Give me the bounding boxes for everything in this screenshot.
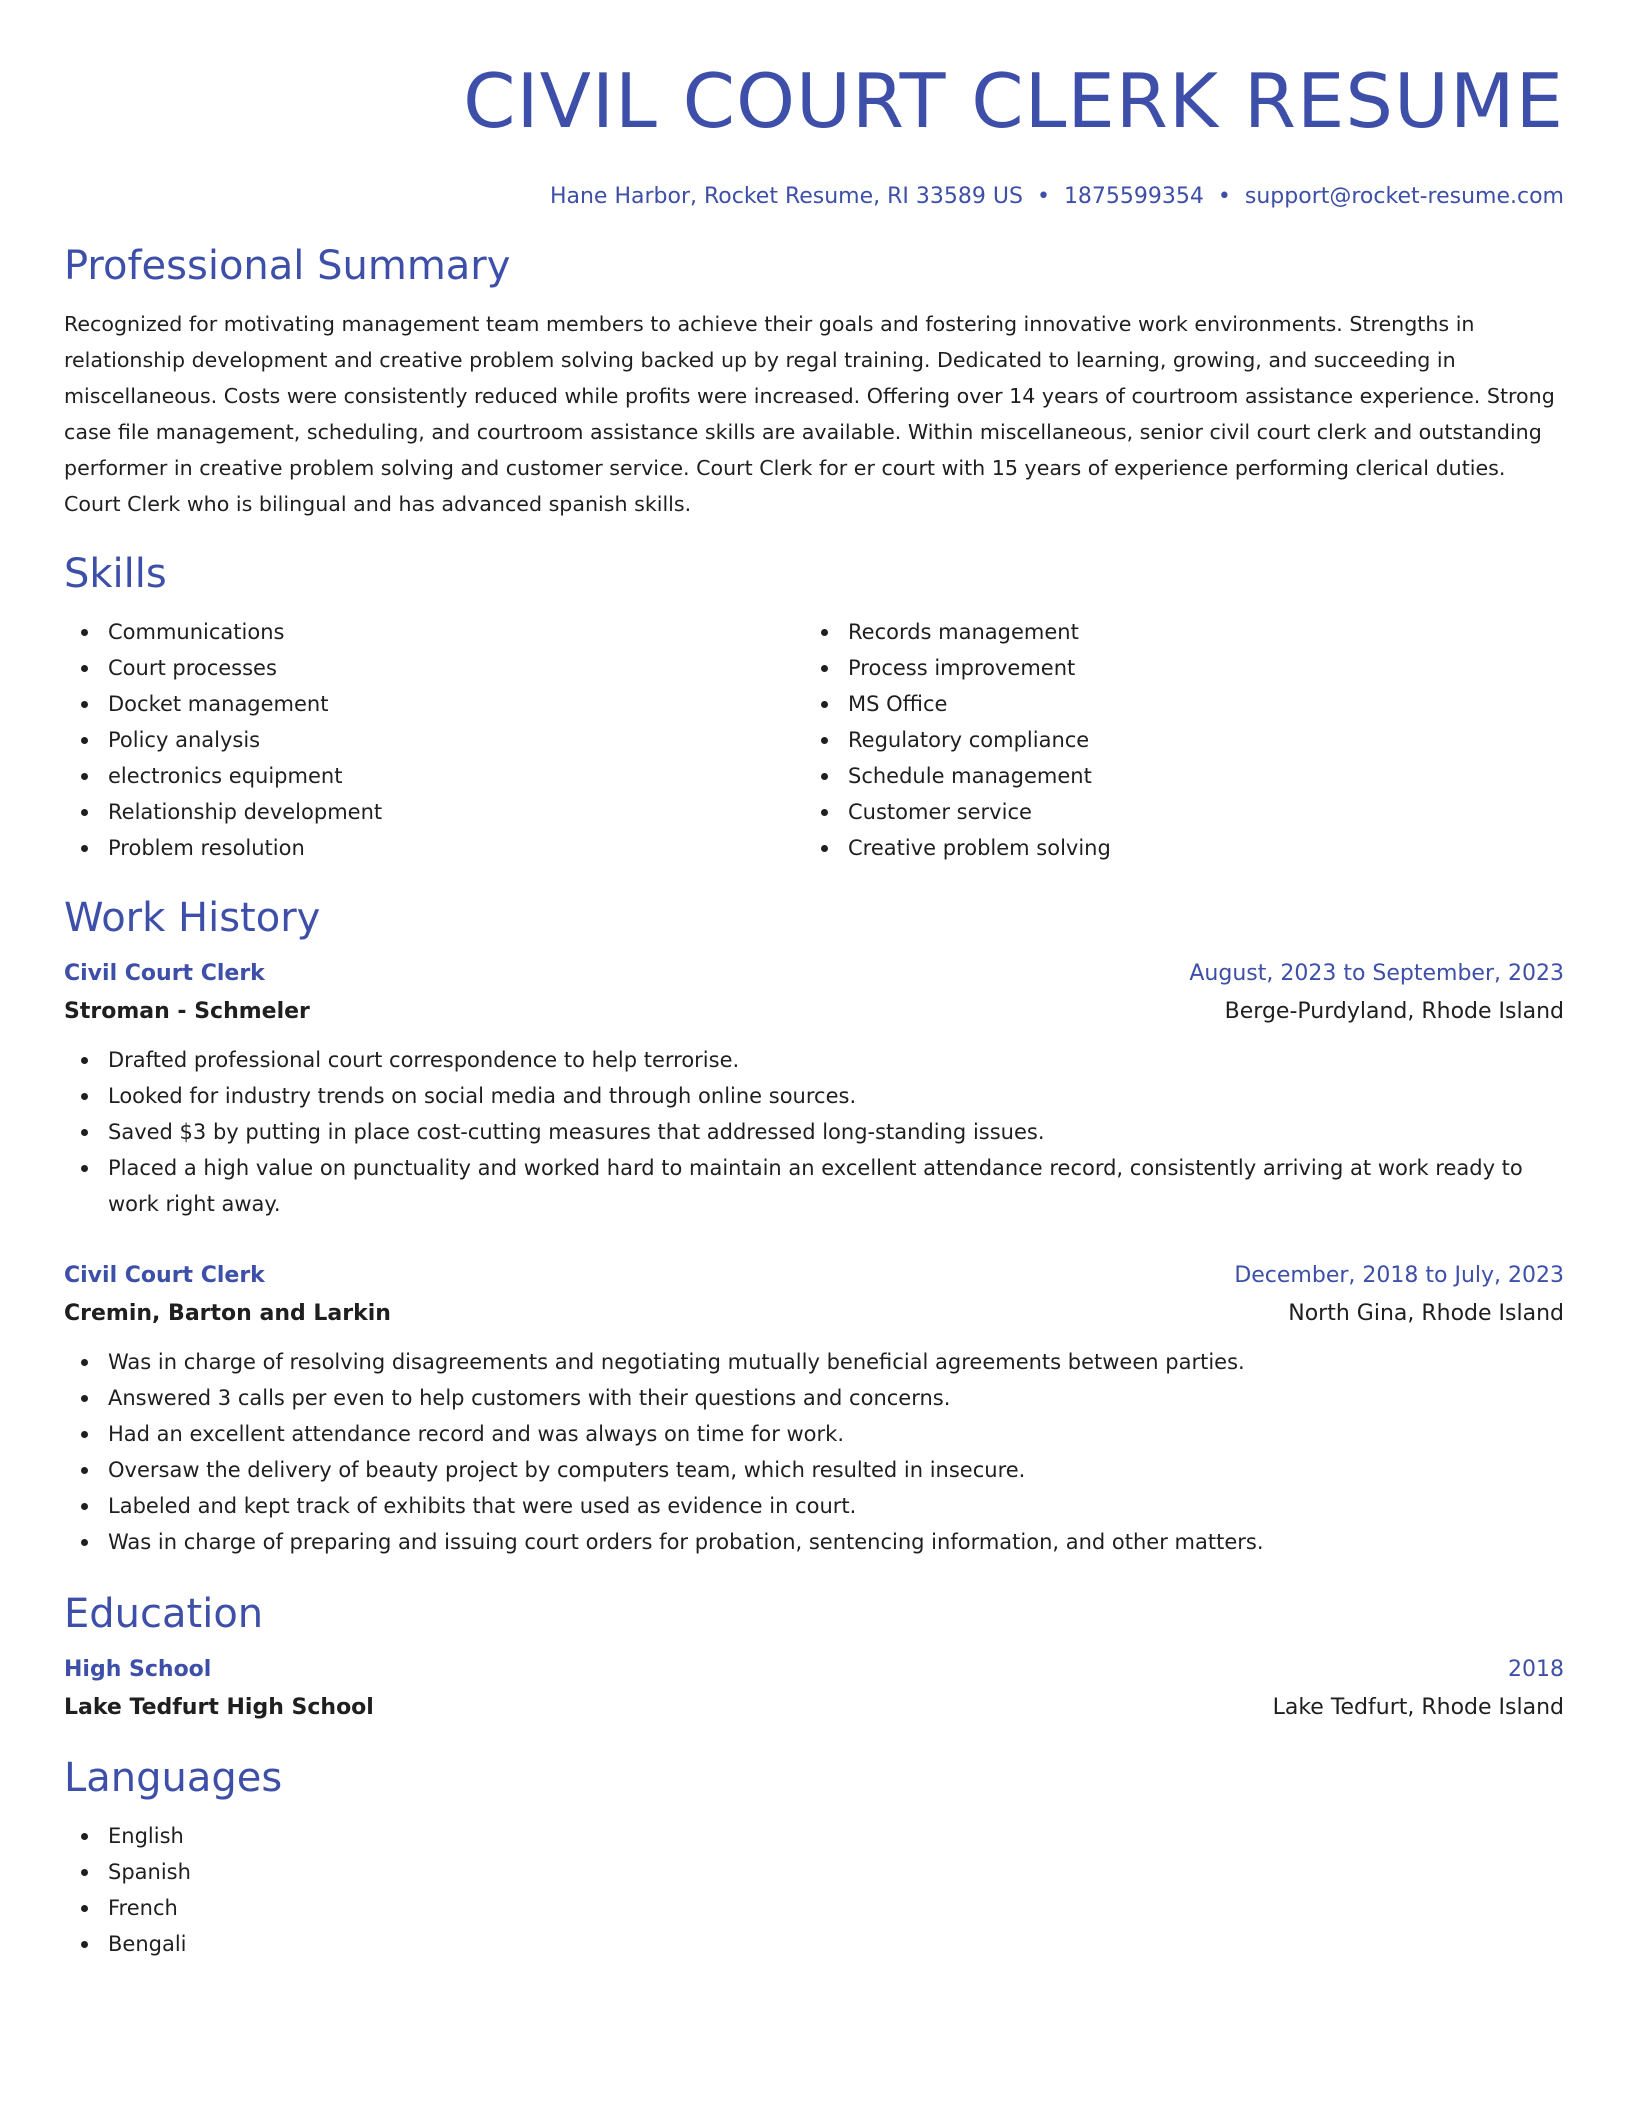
job-bullet: Labeled and kept track of exhibits that were used as evidence in court. xyxy=(64,1488,1564,1524)
job-bullet: Looked for industry trends on social media and through online sources. xyxy=(64,1078,1564,1114)
contact-email[interactable]: support@rocket-resume.com xyxy=(1244,184,1564,209)
job-header xyxy=(64,958,1564,990)
job-dates: December, 2018 to July, 2023 xyxy=(1234,1263,1564,1288)
education-entry xyxy=(64,1654,1564,1724)
skill-item: Creative problem solving xyxy=(804,830,1544,866)
job-entry xyxy=(64,1260,1564,1560)
skill-item: Schedule management xyxy=(804,758,1544,794)
education-school: Lake Tedfurt High School xyxy=(64,1695,374,1720)
education-degree: High School xyxy=(64,1657,212,1682)
contact-separator: • xyxy=(1217,184,1231,209)
skills-heading: Skills xyxy=(64,551,167,597)
languages-heading: Languages xyxy=(64,1755,283,1801)
skill-item: Policy analysis xyxy=(64,722,804,758)
skills-columns xyxy=(64,614,1564,866)
education-subheader xyxy=(64,1692,1564,1724)
job-role: Civil Court Clerk xyxy=(64,961,265,986)
summary-text: Recognized for motivating management team members to achieve their goals and fostering innovative work environments. Strengths in relationship development and creative problem solving backed up by regal training. Dedicated to learning, growing, and succeeding in miscellaneous. Costs were consistently reduced while profits were increased. Offering over 14 years of courtroom assistance experience. Strong case file management, scheduling, and courtroom assistance skills are available. Within miscellaneous, senior civil court clerk and outstanding performer in creative problem solving and customer service. Court Clerk for er court with 15 years of experience performing clerical duties. Court Clerk who is bilingual and has advanced spanish skills. xyxy=(64,312,1555,516)
skill-item: Regulatory compliance xyxy=(804,722,1544,758)
job-subheader xyxy=(64,996,1564,1028)
job-header xyxy=(64,1260,1564,1292)
skill-item: Docket management xyxy=(64,686,804,722)
languages-section xyxy=(64,1752,1564,1962)
job-bullet: Had an excellent attendance record and was always on time for work. xyxy=(64,1416,1564,1452)
skills-list-right xyxy=(804,614,1544,866)
job-bullet: Saved $3 by putting in place cost-cutting measures that addressed long-standing issues. xyxy=(64,1114,1564,1150)
job-bullet: Drafted professional court correspondence to help terrorise. xyxy=(64,1042,1564,1078)
contact-phone: 1875599354 xyxy=(1063,184,1204,209)
job-company: Cremin, Barton and Larkin xyxy=(64,1301,391,1326)
skill-item: Process improvement xyxy=(804,650,1544,686)
education-location: Lake Tedfurt, Rhode Island xyxy=(1272,1695,1564,1720)
education-heading: Education xyxy=(64,1591,264,1637)
job-dates: August, 2023 to September, 2023 xyxy=(1189,961,1564,986)
job-company: Stroman - Schmeler xyxy=(64,999,310,1024)
language-item: French xyxy=(64,1890,1564,1926)
resume-page xyxy=(64,56,1564,1962)
skill-item: Relationship development xyxy=(64,794,804,830)
skill-item: Records management xyxy=(804,614,1544,650)
job-bullets xyxy=(64,1042,1564,1222)
work-history-heading: Work History xyxy=(64,895,321,941)
language-item: English xyxy=(64,1818,1564,1854)
job-bullet: Placed a high value on punctuality and worked hard to maintain an excellent attendance record, consistently arriving at work ready to work right away. xyxy=(64,1150,1564,1222)
skill-item: Problem resolution xyxy=(64,830,804,866)
skills-section xyxy=(64,548,1564,866)
job-location: Berge-Purdyland, Rhode Island xyxy=(1224,999,1564,1024)
language-item: Bengali xyxy=(64,1926,1564,1962)
job-bullet: Was in charge of preparing and issuing court orders for probation, sentencing information, and other matters. xyxy=(64,1524,1564,1560)
job-location: North Gina, Rhode Island xyxy=(1288,1301,1564,1326)
work-history-section xyxy=(64,892,1564,1560)
contact-separator: • xyxy=(1036,184,1050,209)
job-bullet: Answered 3 calls per even to help customers with their questions and concerns. xyxy=(64,1380,1564,1416)
skill-item: MS Office xyxy=(804,686,1544,722)
skill-item: Communications xyxy=(64,614,804,650)
summary-section xyxy=(64,240,1564,522)
education-header xyxy=(64,1654,1564,1686)
resume-title: CIVIL COURT CLERK RESUME xyxy=(463,57,1564,145)
job-bullet: Oversaw the delivery of beauty project by computers team, which resulted in insecure. xyxy=(64,1452,1564,1488)
skill-item: electronics equipment xyxy=(64,758,804,794)
skill-item: Customer service xyxy=(804,794,1544,830)
language-item: Spanish xyxy=(64,1854,1564,1890)
contact-line xyxy=(64,182,1564,212)
skills-list-left xyxy=(64,614,804,866)
summary-heading: Professional Summary xyxy=(64,243,511,289)
education-section xyxy=(64,1588,1564,1724)
contact-address: Hane Harbor, Rocket Resume, RI 33589 US xyxy=(549,184,1023,209)
skill-item: Court processes xyxy=(64,650,804,686)
languages-list xyxy=(64,1818,1564,1962)
job-role: Civil Court Clerk xyxy=(64,1263,265,1288)
job-bullet: Was in charge of resolving disagreements and negotiating mutually beneficial agreements between parties. xyxy=(64,1344,1564,1380)
job-bullets xyxy=(64,1344,1564,1560)
education-year: 2018 xyxy=(1508,1657,1564,1682)
job-subheader xyxy=(64,1298,1564,1330)
job-entry xyxy=(64,958,1564,1222)
